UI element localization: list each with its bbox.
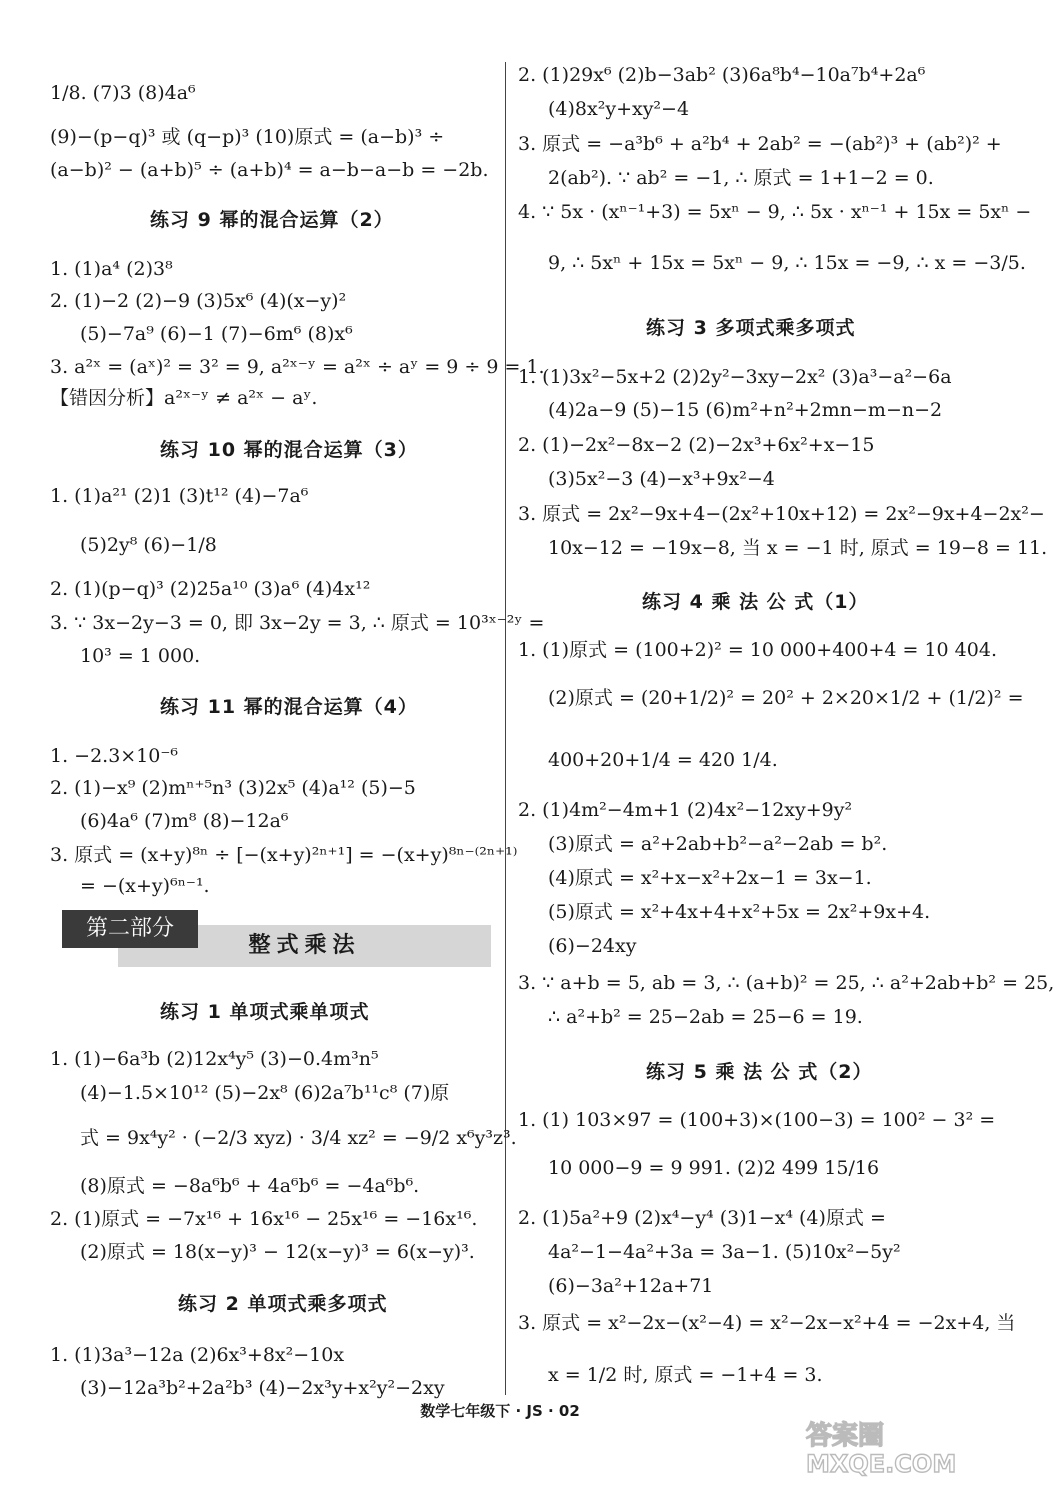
- error-analysis-note: 【错因分析】a²ˣ⁻ʸ ≠ a²ˣ − aʸ.: [50, 387, 318, 409]
- section-heading: 练习 10 幂的混合运算（3）: [160, 439, 418, 461]
- answer-line: 2(ab²). ∵ ab² = −1, ∴ 原式 = 1+1−2 = 0.: [548, 167, 934, 189]
- section-heading: 练习 9 幂的混合运算（2）: [150, 209, 394, 231]
- answer-line: (8)原式 = −8a⁶b⁶ + 4a⁶b⁶ = −4a⁶b⁶.: [80, 1175, 420, 1197]
- answer-line: 2. (1)5a²+9 (2)x⁴−y⁴ (3)1−x⁴ (4)原式 =: [518, 1207, 886, 1229]
- answer-line: 1/8. (7)3 (8)4a⁶: [50, 82, 196, 104]
- answer-line: 3. 原式 = (x+y)⁸ⁿ ÷ [−(x+y)²ⁿ⁺¹] = −(x+y)⁸ⁿ⁻⁽²ⁿ⁺¹⁾: [50, 844, 518, 866]
- answer-line: 2. (1)−2x²−8x−2 (2)−2x³+6x²+x−15: [518, 434, 875, 456]
- answer-line: 4a²−1−4a²+3a = 3a−1. (5)10x²−5y²: [548, 1241, 901, 1263]
- section-heading: 练习 1 单项式乘单项式: [160, 1001, 370, 1023]
- answer-line: (a−b)² − (a+b)⁵ ÷ (a+b)⁴ = a−b−a−b = −2b.: [50, 159, 489, 181]
- answer-line: 1. (1)a⁴ (2)3⁸: [50, 258, 173, 280]
- answer-line: 10 000−9 = 9 991. (2)2 499 15/16: [548, 1157, 880, 1179]
- answer-line: (2)原式 = (20+1/2)² = 20² + 2×20×1/2 + (1/2)² =: [548, 687, 1024, 709]
- answer-line: 4. ∵ 5x · (xⁿ⁻¹+3) = 5xⁿ − 9, ∴ 5x · xⁿ⁻¹ + 15x = 5xⁿ −: [518, 201, 1032, 223]
- answer-line: 1. (1)3x²−5x+2 (2)2y²−3xy−2x² (3)a³−a²−6a: [518, 366, 952, 388]
- answer-line: 3. 原式 = 2x²−9x+4−(2x²+10x+12) = 2x²−9x+4−2x²−: [518, 503, 1045, 525]
- answer-line: 2. (1)−2 (2)−9 (3)5x⁶ (4)(x−y)²: [50, 290, 347, 312]
- part-title: 整式乘法: [248, 933, 361, 958]
- answer-line: 1. (1) 103×97 = (100+3)×(100−3) = 100² − 3² =: [518, 1109, 996, 1131]
- svg-text:答案圈: 答案圈: [806, 1421, 885, 1451]
- answer-line: (4)2a−9 (5)−15 (6)m²+n²+2mn−m−n−2: [548, 399, 943, 421]
- answer-line: 2. (1)29x⁶ (2)b−3ab² (3)6a⁸b⁴−10a⁷b⁴+2a⁶: [518, 64, 926, 86]
- section-heading: 练习 2 单项式乘多项式: [178, 1293, 388, 1315]
- answer-line: 2. (1)原式 = −7x¹⁶ + 16x¹⁶ − 25x¹⁶ = −16x¹⁶.: [50, 1208, 478, 1230]
- answer-line: 3. ∵ 3x−2y−3 = 0, 即 3x−2y = 3, ∴ 原式 = 10³ˣ⁻²ʸ =: [50, 612, 545, 634]
- section-heading: 练习 5 乘 法 公 式（2）: [646, 1061, 873, 1083]
- answer-line: (4)原式 = x²+x−x²+2x−1 = 3x−1.: [548, 867, 872, 889]
- answer-line: 式 = 9x⁴y² · (−2/3 xyz) · 3/4 xz² = −9/2 x⁶y³z³.: [80, 1127, 517, 1149]
- answer-line: x = 1/2 时, 原式 = −1+4 = 3.: [548, 1364, 823, 1386]
- answer-line: 9, ∴ 5xⁿ + 15x = 5xⁿ − 9, ∴ 15x = −9, ∴ x = −3/5.: [548, 252, 1026, 274]
- answer-line: 1. (1)原式 = (100+2)² = 10 000+400+4 = 10 404.: [518, 639, 997, 661]
- answer-line: 400+20+1/4 = 420 1/4.: [548, 749, 778, 771]
- answer-line: (3)5x²−3 (4)−x³+9x²−4: [548, 468, 775, 490]
- page-footer: 数学七年级下 · JS · 02: [420, 1402, 580, 1420]
- answer-line: (5)原式 = x²+4x+4+x²+5x = 2x²+9x+4.: [548, 901, 931, 923]
- answer-line: (3)−12a³b²+2a²b³ (4)−2x³y+x²y²−2xy: [80, 1377, 445, 1399]
- answer-line: 2. (1)4m²−4m+1 (2)4x²−12xy+9y²: [518, 799, 853, 821]
- answer-line: (5)−7a⁹ (6)−1 (7)−6m⁶ (8)x⁶: [80, 323, 353, 345]
- answer-line: (6)−24xy: [548, 935, 637, 957]
- answer-line: 1. (1)−6a³b (2)12x⁴y⁵ (3)−0.4m³n⁵: [50, 1048, 379, 1070]
- answer-line: 3. 原式 = −a³b⁶ + a²b⁴ + 2ab² = −(ab²)³ + (ab²)² +: [518, 133, 1002, 155]
- answer-line: (3)原式 = a²+2ab+b²−a²−2ab = b².: [548, 833, 888, 855]
- answer-line: (5)2y⁸ (6)−1/8: [80, 534, 217, 556]
- answer-line: 10x−12 = −19x−8, 当 x = −1 时, 原式 = 19−8 = 11.: [548, 537, 1048, 559]
- answer-line: (4)8x²y+xy²−4: [548, 98, 690, 120]
- part-badge: 第二部分: [62, 910, 198, 948]
- answer-line: 3. ∵ a+b = 5, ab = 3, ∴ (a+b)² = 25, ∴ a²+2ab+b² = 25,: [518, 972, 1054, 994]
- watermark-logo: [800, 1418, 990, 1478]
- answer-line: 1. (1)3a³−12a (2)6x³+8x²−10x: [50, 1344, 345, 1366]
- answer-line: 2. (1)−x⁹ (2)mⁿ⁺⁵n³ (3)2x⁵ (4)a¹² (5)−5: [50, 777, 416, 799]
- section-heading: 练习 11 幂的混合运算（4）: [160, 696, 418, 718]
- answer-line: (6)−3a²+12a+71: [548, 1275, 714, 1297]
- answer-line: (9)−(p−q)³ 或 (q−p)³ (10)原式 = (a−b)³ ÷: [50, 126, 445, 148]
- answer-line: (4)−1.5×10¹² (5)−2x⁸ (6)2a⁷b¹¹c⁸ (7)原: [80, 1082, 450, 1104]
- answer-line: 3. a²ˣ = (aˣ)² = 3² = 9, a²ˣ⁻ʸ = a²ˣ ÷ aʸ = 9 ÷ 9 = 1.: [50, 356, 545, 378]
- answer-line: 2. (1)(p−q)³ (2)25a¹⁰ (3)a⁶ (4)4x¹²: [50, 578, 371, 600]
- answer-line: = −(x+y)⁶ⁿ⁻¹.: [80, 875, 210, 897]
- section-heading: 练习 3 多项式乘多项式: [646, 317, 856, 339]
- section-heading: 练习 4 乘 法 公 式（1）: [642, 591, 869, 613]
- answer-line: ∴ a²+b² = 25−2ab = 25−6 = 19.: [548, 1006, 863, 1028]
- answer-line: 1. (1)a²¹ (2)1 (3)t¹² (4)−7a⁶: [50, 485, 309, 507]
- answer-line: 10³ = 1 000.: [80, 645, 201, 667]
- answer-line: 3. 原式 = x²−2x−(x²−4) = x²−2x−x²+4 = −2x+4, 当: [518, 1312, 1016, 1334]
- answer-line: (6)4a⁶ (7)m⁸ (8)−12a⁶: [80, 810, 289, 832]
- answer-line: 1. −2.3×10⁻⁶: [50, 745, 179, 767]
- svg-text:MXQE.COM: MXQE.COM: [806, 1450, 957, 1478]
- column-divider: [505, 62, 506, 1395]
- answer-line: (2)原式 = 18(x−y)³ − 12(x−y)³ = 6(x−y)³.: [80, 1241, 475, 1263]
